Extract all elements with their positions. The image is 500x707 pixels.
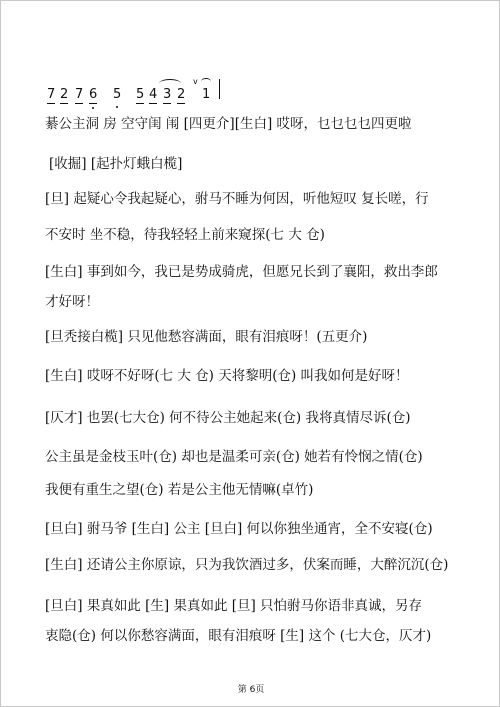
breath-mark: v [193,77,198,86]
text-line: 才好呀！ [45,294,99,310]
fermata-mark [201,78,211,85]
note: 5 [136,87,145,102]
low-octave-dot [92,107,94,109]
note [113,87,121,102]
text-line: [旦白] 驸马爷 [生白] 公主 [旦白] 何以你独坐通宵，全不安寝(仓) [45,521,433,537]
text-line: [仄才] 也罢(七大仓) 何不待公主她起来(仓) 我将真情尽诉(仓) [45,410,411,426]
text-line: [旦秃接白榄] 只见他愁容满面，眼有泪痕呀！(五更介) [45,329,368,345]
text-line: [收掘] [起扑灯蛾白榄] [49,156,183,172]
note-digit: 6 [89,87,98,102]
page-number: 第 6页 [237,685,265,695]
note: 3 [163,87,172,102]
note: 1 [202,87,211,102]
text-line: [生白] 事到如今，我已是势成骑虎，但愿兄长到了襄阳，救出李郎 [45,264,438,280]
text-line: 衷隐(仓) 何以你愁容满面，眼有泪痕呀 [生] 这个 (七大仓，仄才) [45,628,432,644]
text-line: 公主虽是金枝玉叶(仓) 却也是温柔可亲(仓) 她若有怜悯之情(仓) [45,449,423,465]
note: 2 [177,87,186,102]
note: 4 [149,87,158,102]
note: 7 [75,87,84,102]
bar-line [219,79,220,99]
note: 2 [60,87,69,102]
text-line: 不安时 坐不稳，待我轻轻上前来窥探(七 大 仓) [45,227,325,243]
low-octave-dot [116,106,118,108]
text-line: [旦] 起疑心令我起疑心，驸马不睡为何因，听他短叹 复长嗟，行 [45,191,429,207]
text-line: [生白] 还请公主你原谅，只为我饮酒过多，伏案而睡，大醉沉沉(仓) [45,557,449,573]
lyric-line: 綦公主洞 房 空守闺 闱 [四更介][生白] 哎呀，乜乜乜乜四更啦 [45,116,412,132]
text-line: [旦白] 果真如此 [生] 果真如此 [旦] 只怕驸马你语非真诚，另存 [45,598,423,614]
text-line: 我便有重生之望(仓) 若是公主他无情嘛(卓竹) [45,482,314,498]
text-line: [生白] 哎呀不好呀(七 大 仓) 天将黎明(仓) 叫我如何是好呀！ [45,368,409,384]
slur-mark [159,79,181,88]
note-digit: 5 [113,87,122,102]
note [89,87,97,104]
note: 7 [47,87,56,102]
